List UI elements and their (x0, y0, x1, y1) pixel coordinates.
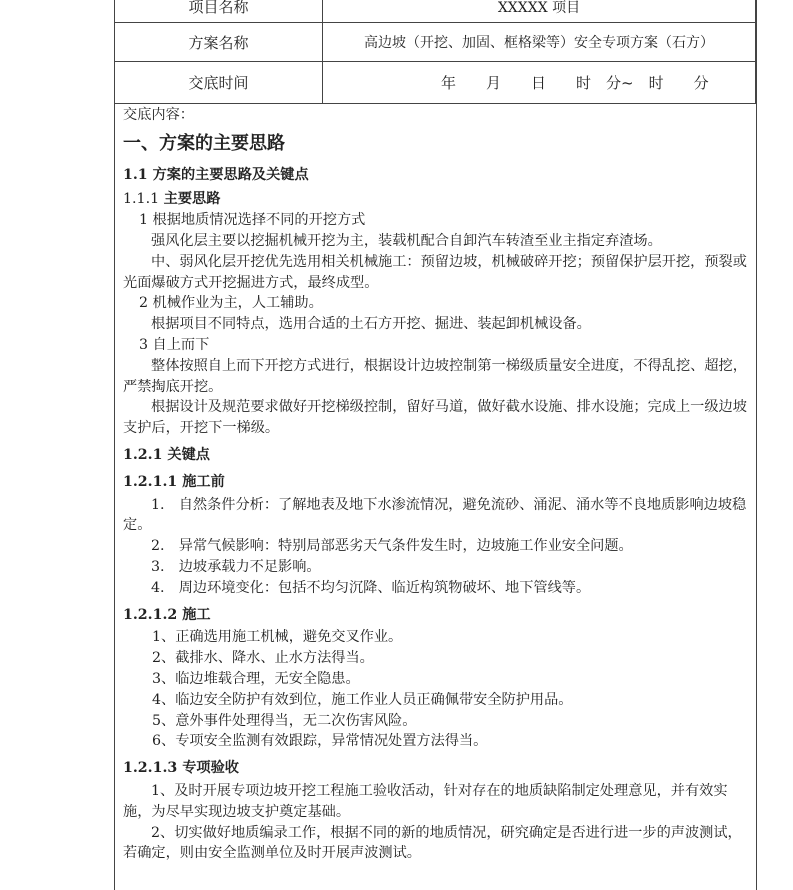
project-name-value: XXXXX 项目 (323, 0, 756, 23)
list-item: 2、截排水、降水、止水方法得当。 (152, 650, 374, 667)
list-item: 2. 异常气候影响：特别局部恶劣天气条件发生时，边坡施工作业安全问题。 (151, 538, 633, 555)
list-item: 1、正确选用施工机械，避免交叉作业。 (152, 629, 403, 646)
section-title: 主要思路 (163, 191, 221, 208)
list-item: 1 根据地质情况选择不同的开挖方式 (139, 212, 366, 229)
section-heading: 一、方案的主要思路 (123, 132, 285, 154)
plan-name-value: 高边坡（开挖、加固、框格梁等）安全专项方案（石方） (323, 23, 756, 62)
briefing-time-label: 交底时间 (115, 62, 323, 104)
table-row (115, 23, 756, 62)
paragraph: 整体按照自上而下开挖方式进行，根据设计边坡控制第一梯级质量安全进度，不得乱挖、超挖，严禁掏底开挖。 (123, 357, 747, 395)
list-item: 3. 边坡承载力不足影响。 (151, 558, 321, 575)
subsection-heading: 1.2.1.3 专项验收 (123, 760, 239, 777)
subsection-heading: 1.1 方案的主要思路及关键点 (123, 166, 309, 183)
list-item: 2 机械作业为主，人工辅助。 (139, 295, 323, 312)
briefing-content (123, 105, 749, 864)
paragraph: 1、及时开展专项边坡开挖工程施工验收活动，针对存在的地质缺陷制定处理意见，并有效实施，为尽早实现边坡支护奠定基础。 (123, 782, 728, 820)
paragraph: 根据设计及规范要求做好开挖梯级控制，留好马道，做好截水设施、排水设施；完成上一级边坡支护后，开挖下一梯级。 (123, 399, 747, 437)
subsection-heading: 1.2.1 关键点 (123, 446, 210, 463)
paragraph: 中、弱风化层开挖优先选用相关机械施工：预留边坡，机械破碎开挖；预留保护层开挖，预裂或光面爆破方式开挖掘进方式，最终成型。 (123, 253, 747, 291)
paragraph: 根据项目不同特点，选用合适的土石方开挖、掘进、装起卸机械设备。 (151, 316, 591, 333)
subsection-heading: 1.2.1.1 施工前 (123, 473, 225, 490)
subsection-heading: 1.2.1.2 施工 (123, 606, 211, 623)
list-item: 6、专项安全监测有效跟踪，异常情况处置方法得当。 (152, 733, 488, 750)
paragraph: 强风化层主要以挖掘机械开挖为主，装载机配合自卸汽车转渣至业主指定弃渣场。 (151, 232, 662, 249)
list-item: 4. 周边环境变化：包括不均匀沉降、临近构筑物破坏、地下管线等。 (151, 579, 591, 596)
list-item: 3、临边堆载合理，无安全隐患。 (152, 670, 360, 687)
list-item: 5、意外事件处理得当，无二次伤害风险。 (152, 712, 417, 729)
table-row (115, 0, 756, 23)
plan-name-label: 方案名称 (115, 23, 323, 62)
info-table (114, 0, 756, 104)
list-item: 3 自上而下 (139, 336, 210, 353)
intro-label: 交底内容： (123, 107, 194, 123)
section-number: 1.1.1 (123, 191, 160, 208)
table-row (115, 62, 756, 104)
list-item: 1. 自然条件分析：了解地表及地下水渗流情况，避免流砂、涌泥、涌水等不良地质影响边坡稳定。 (123, 496, 747, 534)
list-item: 4、临边安全防护有效到位，施工作业人员正确佩带安全防护用品。 (152, 691, 573, 708)
paragraph: 2、切实做好地质编录工作，根据不同的新的地质情况，研究确定是否进行进一步的声波测试，若确定，则由安全监测单位及时开展声波测试。 (123, 824, 742, 862)
briefing-time-value: 年 月 日 时 分~ 时 分 (323, 62, 756, 104)
project-name-label: 项目名称 (115, 0, 323, 23)
subsubsection-heading (123, 189, 749, 210)
